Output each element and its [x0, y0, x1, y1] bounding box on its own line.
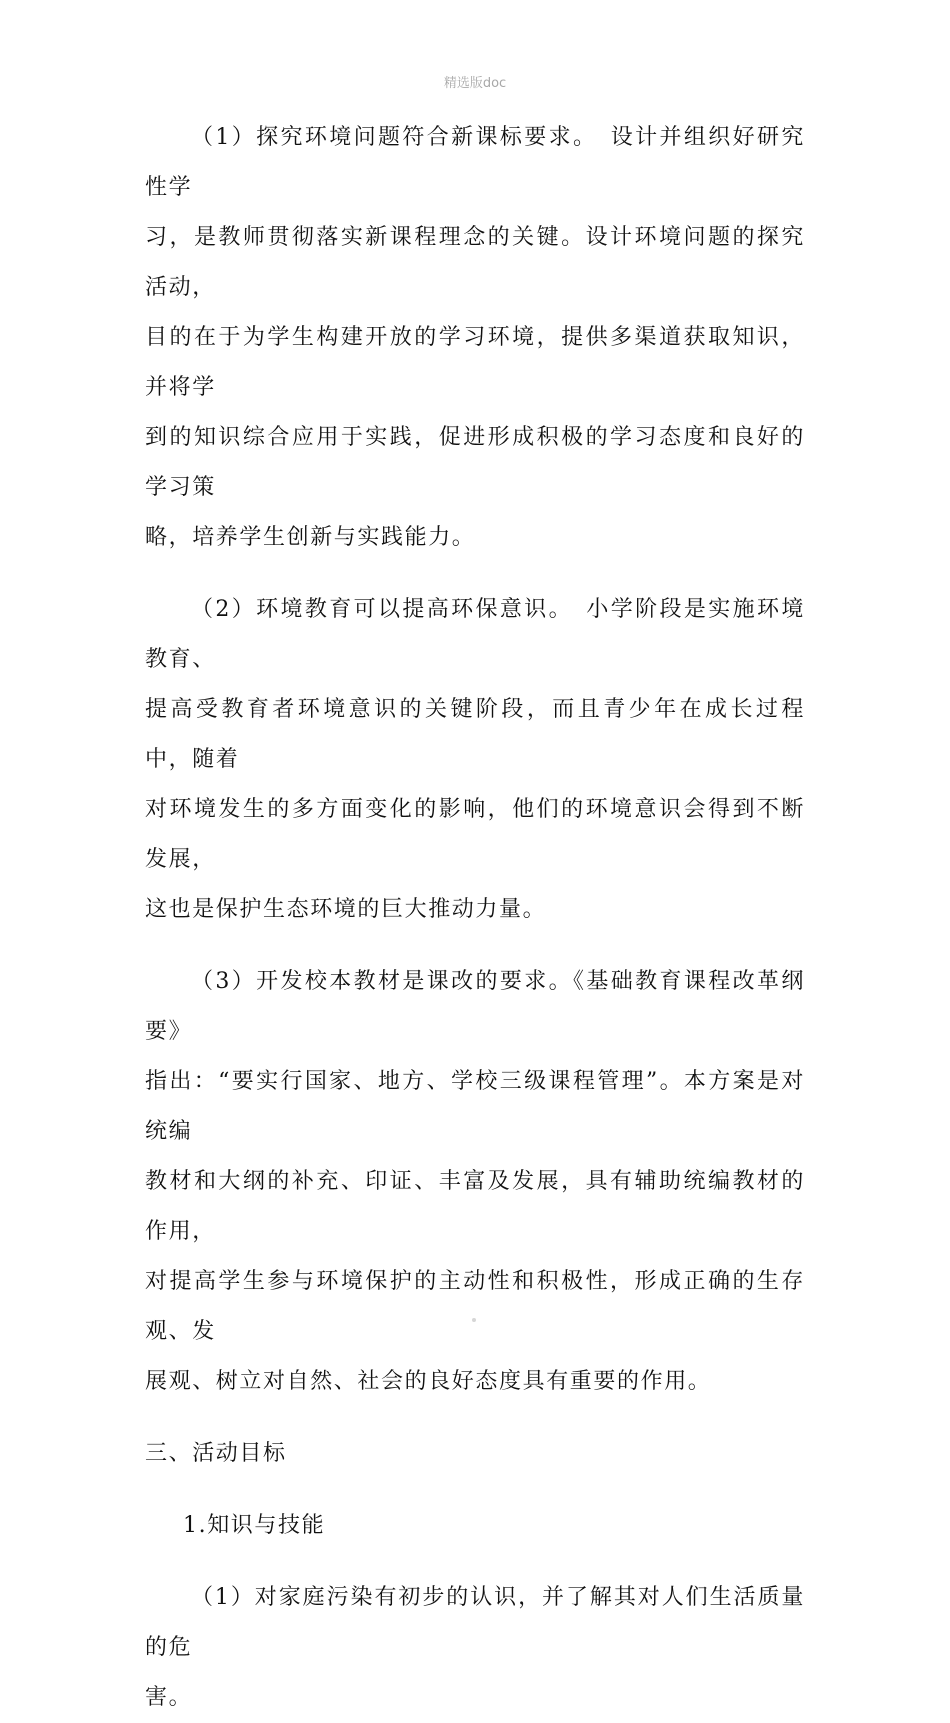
text-line: 略，培养学生创新与实践能力。	[145, 525, 476, 550]
text-line: 目的在于为学生构建开放的学习环境，提供多渠道获取知识，并将学	[145, 325, 805, 400]
text-line: （1）探究环境问题符合新课标要求。 设计并组织好研究性学	[145, 125, 805, 200]
text-line: 这也是保护生态环境的巨大推动力量。	[145, 897, 547, 922]
text-line: 对提高学生参与环境保护的主动性和积极性，形成正确的生存观、发	[145, 1269, 805, 1344]
text-line: 对环境发生的多方面变化的影响，他们的环境意识会得到不断发展，	[145, 797, 805, 872]
text-line: 害。	[145, 1685, 193, 1710]
paragraph-school-based-textbook	[145, 957, 805, 1407]
paragraph-inquiry-new-curriculum	[145, 113, 805, 563]
text-line: 到的知识综合应用于实践，促进形成积极的学习态度和良好的学习策	[145, 425, 805, 500]
text-line: 习，是教师贯彻落实新课程理念的关键。设计环境问题的探究活动，	[145, 225, 805, 300]
text-line: 提高受教育者环境意识的关键阶段，而且青少年在成长过程中，随着	[145, 697, 805, 772]
page-header-watermark: 精选版doc	[443, 76, 507, 91]
section-heading-activity-goals: 三、活动目标	[145, 1441, 287, 1466]
paragraph-environmental-awareness	[145, 585, 805, 935]
subsection-heading-knowledge-skills: 1.知识与技能	[183, 1513, 326, 1538]
text-line: （1）对家庭污染有初步的认识，并了解其对人们生活质量的危	[145, 1585, 805, 1660]
paragraph-objective-household-pollution	[145, 1573, 805, 1723]
text-line: 展观、树立对自然、社会的良好态度具有重要的作用。	[145, 1369, 712, 1394]
document-body	[145, 113, 805, 1723]
text-line: 教材和大纲的补充、印证、丰富及发展，具有辅助统编教材的作用，	[145, 1169, 805, 1244]
page-footer-dot	[472, 1318, 476, 1322]
text-line: （3）开发校本教材是课改的要求。《基础教育课程改革纲要》	[145, 969, 805, 1044]
text-line: （2）环境教育可以提高环保意识。 小学阶段是实施环境教育、	[145, 597, 805, 672]
text-line: 指出：“要实行国家、地方、学校三级课程管理”。本方案是对统编	[145, 1069, 805, 1144]
